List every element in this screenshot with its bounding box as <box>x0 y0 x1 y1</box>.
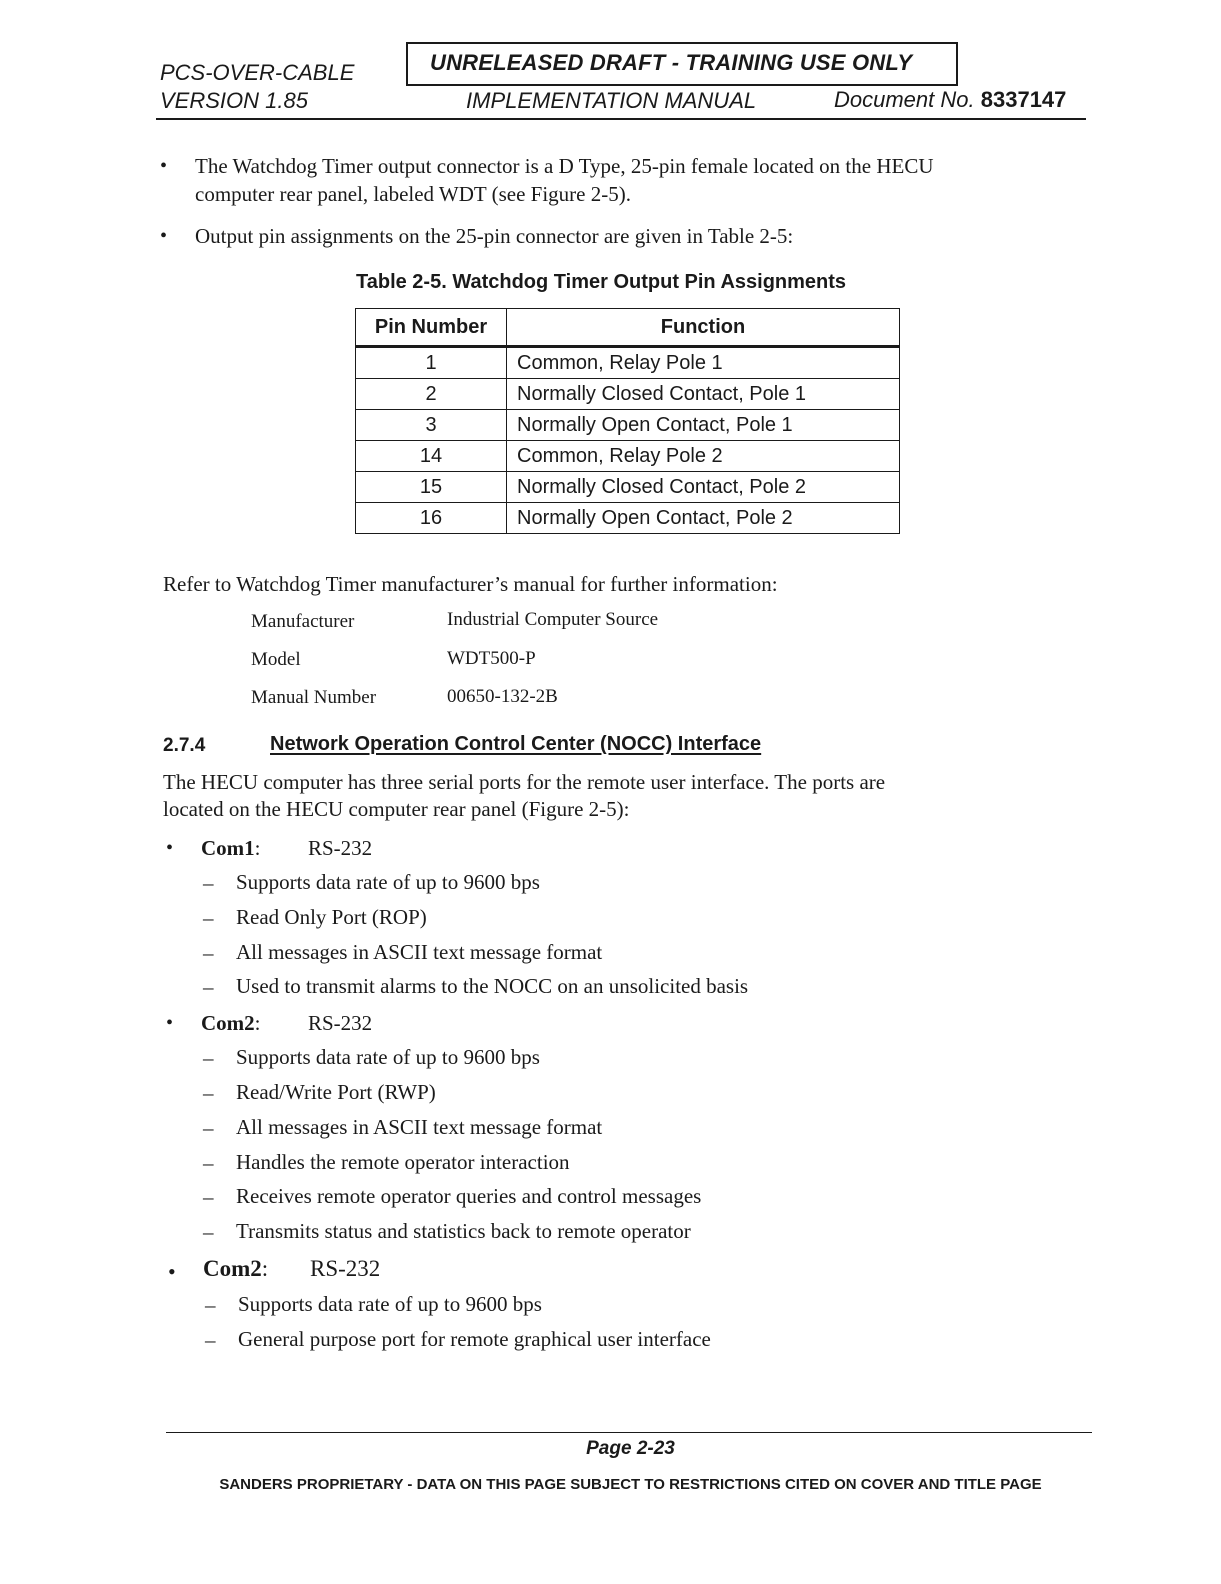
table-title: Table 2-5. Watchdog Timer Output Pin Assignments <box>356 271 847 293</box>
intro-bullet-1-line-2: computer rear panel, labeled WDT (see Figure 2-5). <box>195 182 631 206</box>
dash-symbol: – <box>203 1220 214 1244</box>
section-title: Network Operation Control Center (NOCC) Interface <box>270 733 762 755</box>
proprietary-notice <box>0 1476 1221 1493</box>
bullet-symbol: • <box>166 1012 174 1034</box>
intro-bullet-1-line-1: The Watchdog Timer output connector is a D Type, 25-pin female located on the HECU <box>195 154 934 178</box>
header-function: Function <box>507 309 900 347</box>
table-row <box>356 441 900 472</box>
intro-bullet-2: Output pin assignments on the 25-pin connector are given in Table 2-5: <box>195 224 794 248</box>
header-product: PCS-OVER-CABLE <box>160 60 355 85</box>
port-name: Com2 <box>201 1011 255 1035</box>
list-item: Supports data rate of up to 9600 bps <box>236 1045 540 1069</box>
table-row <box>356 379 900 410</box>
pin-number-cell: 2 <box>356 379 507 410</box>
section-number: 2.7.4 <box>163 735 206 756</box>
pin-number-cell: 16 <box>356 503 507 534</box>
list-item: Read/Write Port (RWP) <box>236 1080 436 1104</box>
pin-assignment-table <box>355 308 900 534</box>
table-row <box>356 472 900 503</box>
draft-notice: UNRELEASED DRAFT - TRAINING USE ONLY <box>430 50 913 75</box>
port-type: RS-232 <box>308 1011 373 1035</box>
manual-number-value: 00650-132-2B <box>447 686 558 707</box>
function-cell: Normally Open Contact, Pole 1 <box>507 410 900 441</box>
manual-number-label: Manual Number <box>251 687 377 708</box>
dash-symbol: – <box>203 1046 214 1070</box>
list-item: Read Only Port (ROP) <box>236 905 427 929</box>
list-item: Supports data rate of up to 9600 bps <box>236 870 540 894</box>
pin-number-cell: 14 <box>356 441 507 472</box>
table-row <box>356 410 900 441</box>
function-cell: Common, Relay Pole 2 <box>507 441 900 472</box>
port-separator: : <box>261 1256 269 1281</box>
list-item: All messages in ASCII text message format <box>236 940 603 964</box>
page-number <box>0 1438 1221 1460</box>
bullet-symbol: • <box>168 1259 176 1284</box>
port-type: RS-232 <box>310 1256 381 1281</box>
header-rule <box>156 118 1086 120</box>
pin-number-cell: 1 <box>356 347 507 379</box>
dash-symbol: – <box>203 906 214 930</box>
port-heading <box>203 1255 268 1283</box>
dash-symbol: – <box>203 1116 214 1140</box>
pin-number-cell: 3 <box>356 410 507 441</box>
dash-symbol: – <box>203 1081 214 1105</box>
list-item: Supports data rate of up to 9600 bps <box>238 1292 542 1316</box>
function-cell: Normally Closed Contact, Pole 2 <box>507 472 900 503</box>
proprietary-notice-text: SANDERS PROPRIETARY - DATA ON THIS PAGE SUBJECT TO RESTRICTIONS CITED ON COVER AND TITLE PAGE <box>219 1476 1042 1493</box>
bullet-symbol: • <box>166 837 174 859</box>
dash-symbol: – <box>203 975 214 999</box>
port-type: RS-232 <box>308 836 373 860</box>
manufacturer-label: Manufacturer <box>251 611 355 632</box>
section-intro-line-1: The HECU computer has three serial ports for the remote user interface. The ports are <box>163 770 886 794</box>
header-manual-title: IMPLEMENTATION MANUAL <box>466 88 757 113</box>
port-separator: : <box>254 836 261 860</box>
function-cell: Normally Open Contact, Pole 2 <box>507 503 900 534</box>
function-cell: Common, Relay Pole 1 <box>507 347 900 379</box>
manufacturer-value: Industrial Computer Source <box>447 609 659 630</box>
bullet-symbol: • <box>160 155 168 177</box>
list-item: Transmits status and statistics back to remote operator <box>236 1219 691 1243</box>
dash-symbol: – <box>203 1151 214 1175</box>
dash-symbol: – <box>203 941 214 965</box>
footer-rule <box>166 1432 1092 1433</box>
model-value: WDT500-P <box>447 648 536 669</box>
list-item: Used to transmit alarms to the NOCC on an unsolicited basis <box>236 974 749 998</box>
list-item: All messages in ASCII text message format <box>236 1115 603 1139</box>
refer-text: Refer to Watchdog Timer manufacturer’s manual for further information: <box>163 572 778 596</box>
port-separator: : <box>254 1011 261 1035</box>
port-name: Com2 <box>203 1256 262 1281</box>
header-document-number <box>834 87 1066 113</box>
table-row <box>356 503 900 534</box>
port-name: Com1 <box>201 836 255 860</box>
list-item: General purpose port for remote graphical user interface <box>238 1327 711 1351</box>
page-number-text: Page 2-23 <box>586 1438 675 1459</box>
header-pin-number: Pin Number <box>356 309 507 347</box>
table-header-row <box>356 309 900 347</box>
dash-symbol: – <box>203 1185 214 1209</box>
dash-symbol: – <box>203 871 214 895</box>
list-item: Handles the remote operator interaction <box>236 1150 570 1174</box>
list-item: Receives remote operator queries and control messages <box>236 1184 702 1208</box>
document-number: 8337147 <box>980 87 1067 112</box>
model-label: Model <box>251 649 301 670</box>
pin-number-cell: 15 <box>356 472 507 503</box>
header-version: VERSION 1.85 <box>160 88 308 113</box>
port-heading <box>201 1010 261 1036</box>
dash-symbol: – <box>205 1293 216 1317</box>
function-cell: Normally Closed Contact, Pole 1 <box>507 379 900 410</box>
bullet-symbol: • <box>160 225 168 247</box>
dash-symbol: – <box>205 1328 216 1352</box>
port-heading <box>201 835 261 861</box>
section-intro-line-2: located on the HECU computer rear panel (Figure 2-5): <box>163 797 630 821</box>
table-row <box>356 347 900 379</box>
document-label: Document No. <box>834 87 975 112</box>
